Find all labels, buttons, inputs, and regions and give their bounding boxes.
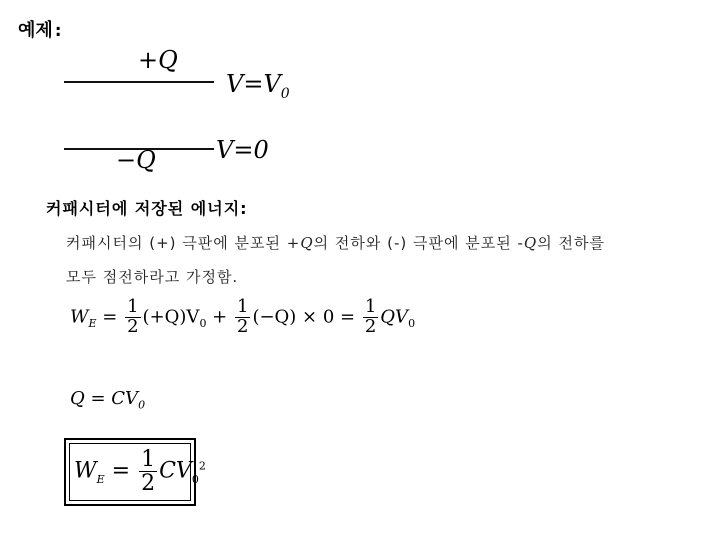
fraction-one-half: $\frac{1}{2}$	[236, 296, 249, 337]
top-plate-line	[64, 81, 214, 83]
energy-derivation-equation: $W_E$ = $\frac{1}{2}$ $(+Q)V_0$ + $\frac{1}{2}$ (−Q) × 0 = $\frac{1}{2}$ $QV_0$	[70, 296, 416, 337]
fraction-one-half: $\frac{1}{2}$	[141, 447, 156, 497]
bottom-plate-charge-label: −Q	[116, 146, 156, 174]
charge-relation-equation: $Q = CV_0$	[70, 388, 146, 412]
section-heading: 커패시터에 저장된 에너지:	[46, 199, 248, 218]
capacitor-figure	[60, 40, 320, 180]
top-plate-voltage-label: $V=V_0$	[226, 70, 290, 102]
top-plate-charge-label: +Q	[138, 46, 178, 74]
stored-energy-equation: $W_E$ = $\frac{1}{2}$ $CV_0^2$	[74, 447, 206, 497]
paragraph-line-2: 모두 점전하라고 가정함.	[66, 268, 239, 286]
result-box	[64, 438, 206, 506]
page-title: 예제:	[18, 20, 64, 41]
paragraph-line-1: 커패시터의 (+) 극판에 분포된 +Q의 전하와 (-) 극판에 분포된 -Q의 전하를	[66, 234, 605, 252]
fraction-one-half: $\frac{1}{2}$	[364, 296, 377, 337]
fraction-one-half: $\frac{1}{2}$	[127, 296, 139, 337]
bottom-plate-voltage-label: V=0	[216, 136, 269, 164]
